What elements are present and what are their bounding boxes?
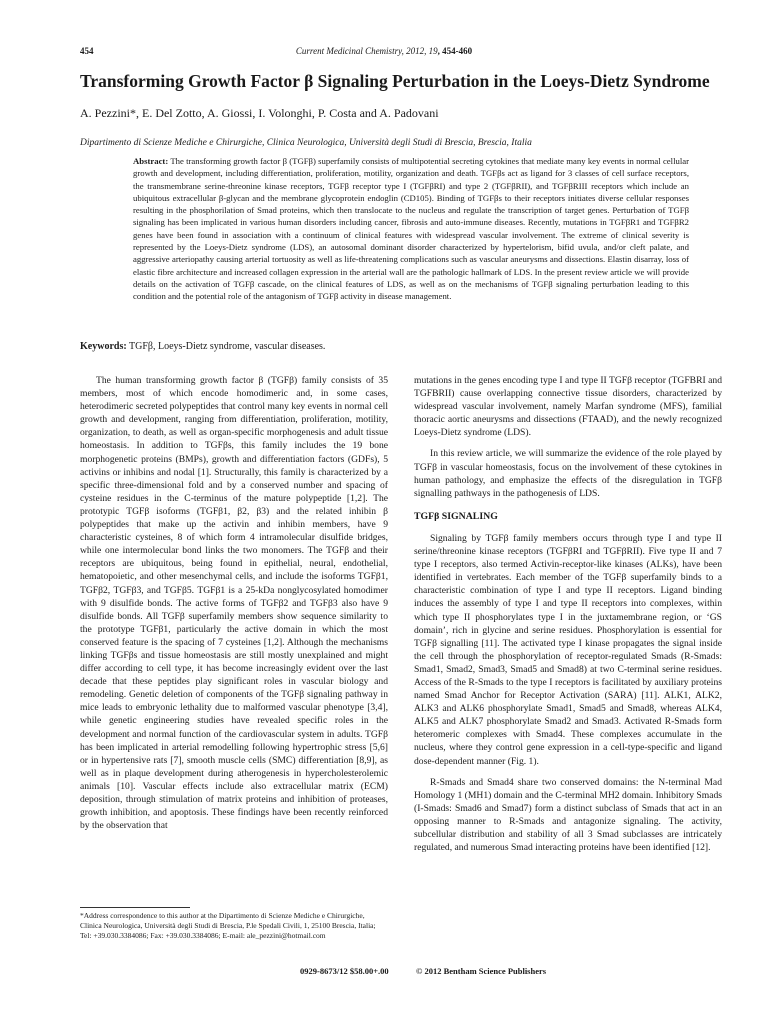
- section-heading: TGFβ SIGNALING: [414, 510, 498, 522]
- smad-domains-paragraph: R-Smads and Smad4 share two conserved domains: the N-terminal Mad Homology 1 (MH1) domain and the C-terminal MH2 domain. Inhibitory Smads (I-Smads: Smad6 and Smad7) form a distinct subclass of Smads that act in an opposing manner to R-Smads and antagonize signaling. The activity, subcellular distribution and stability of all 3 Smad subclasses are intricately regulated, and numerous Smad interacting proteins have been identified [12].: [414, 776, 722, 854]
- running-head: [80, 46, 688, 62]
- left-column: [80, 374, 388, 840]
- footnote-divider: [80, 907, 190, 908]
- signaling-paragraph: Signaling by TGFβ family members occurs through type I and type II serine/threonine kinase receptors (TGFβRI and TGFβRII). Five type II and 7 type I receptors, also termed Activin-receptor-like kinases (ALKs), have been identified in vertebrates. Each member of the TGFβ superfamily binds to a characteristic combination of type I and type II receptors. Ligand binding induces the assembly of type I and type II receptors into complexes, within which type II phosphorylates type I in the juxtamembrane region, or ‘GS domain’, rich in glycine and serine residues. Phosphorylation is essential for TGFβ signalling [11]. The activated type I kinase propagates the signal inside the cell through the phosphorylation of receptor-regulated Smads (R-Smads: Smad1, Smad2, Smad3, Smad5 and Smad8) at two C-terminal serine residues. Access of the R-Smads to the type I receptors is facilitated by auxiliary proteins named Smad Anchor for Receptor Activation (SARA) [11]. ALK1, ALK2, ALK3 and ALK6 phosphorylate Smad1, Smad5 and Smad8, whereas ALK4, ALK5 and ALK7 phosphorylate Smad2 and Smad3. Activated R-Smads form heteromeric complexes with Smad4. These complexes accumulate in the nucleus, where they control gene expression in a cell-type-specific and ligand dose-dependent manner (Fig. 1).: [414, 532, 722, 767]
- article-title: Transforming Growth Factor β Signaling Perturbation in the Loeys-Dietz Syndrome: [80, 71, 710, 91]
- journal-name: Current Medicinal Chemistry: [295, 46, 402, 56]
- citation-volume: 19: [428, 46, 438, 56]
- affiliation: Dipartimento di Scienze Mediche e Chirurgiche, Clinica Neurologica, Università degli Studi di Brescia, Brescia, Italia: [80, 138, 532, 148]
- review-aim-paragraph: In this review article, we will summarize the evidence of the role played by TGFβ in vascular homeostasis, focus on the involvement of these cytokines in human pathology, and emphasize the effects of the disregulation in TGFβ signalling pathways in the pathogenesis of LDS.: [414, 448, 722, 499]
- issn-price: 0929-8673/12 $58.00+.00: [300, 966, 389, 976]
- author-list: A. Pezzini*, E. Del Zotto, A. Giossi, I. Volonghi, P. Costa and A. Padovani: [80, 106, 439, 120]
- abstract: [133, 155, 689, 303]
- copyright: © 2012 Bentham Science Publishers: [416, 966, 547, 976]
- abstract-text: The transforming growth factor β (TGFβ) superfamily consists of multipotential secreting cytokines that mediate many key events in normal cellular growth and development, including differentiation, proliferation, motility, organization and death. TGFβs act as ligand for 3 classes of cell surface receptors, the transmembrane serine-threonine kinase receptors, TGFβ receptor type I (TGFβRI) and type 2 (TGFβRII), and TGFβRIII receptors which include an ubiquitous extracellular β-glycan and the membrane glycoprotein endoglin (CD105). Binding of TGFβs to their receptors initiates diverse cellular responses resulting in the phosphorilation of Smad proteins, which then translocate to the nucleus and regulate the transcription of target genes. Perturbation of TGFβ signaling has been implicated in various human disorders including cancer, fibrosis and auto-immune diseases. Recently, mutations in TGFβR1 and TGFβR2 genes have been found in association with a continuum of clinical features with widespread vascular involvement. The extreme of clinical severity is represented by the Loeys-Dietz syndrome (LDS), an autosomal dominant disorder characterized by hypertelorism, bifid uvula, and/or cleft palate, and aggressive arteriopathy causing arterial tortuosity as well as life-threatening complications such as vascular aneurysms and dissections. Elastin disarray, loss of elastic fibre architecture and increased collagen expression in the arterial wall are the pathologic hallmark of LDS. In the present review article we will provide details on the activation of TGFβ cascade, on the clinical features of LDS, as well as on the mechanisms of TGFβ signaling perturbation leading to this condition and the potential role of the antagonism of TGFβ activity in disease management.: [133, 156, 689, 302]
- abstract-label: Abstract:: [133, 156, 169, 166]
- page-number: 454: [80, 46, 94, 56]
- keywords-label: Keywords:: [80, 341, 127, 352]
- correspondence-footnote: *Address correspondence to this author at the Dipartimento di Scienze Mediche e Chirurgiche, Clinica Neurologica, Università degli Studi di Brescia, P.le Spedali Civili, 1, 25100 Brescia, Italia; Tel: +39.030.3384086; Fax: +39.030.3384086; E-mail: ale_pezzini@hotmail.com: [80, 911, 376, 941]
- journal-citation: [80, 46, 688, 56]
- right-column: [414, 374, 722, 862]
- citation-pages: , 454-460: [437, 46, 473, 56]
- keywords: [80, 341, 325, 352]
- intro-paragraph: The human transforming growth factor β (TGFβ) family consists of 35 members, most of which encode homodimeric and, in some cases, heterodimeric secreted polypeptides that control many key events in normal cell growth and development, ranging from differentiation, proliferation, motility, organization, to death, as well as organ-specific morphogenesis and adult tissue homeostasis. In addition to TGFβs, this family includes the 19 bone morphogenetic proteins (BMPs), growth and differentiation factors (GDFs), 5 activins or inhibins and nodal [1]. Structurally, this family is characterized by a specific three-dimensional fold and by a conserved number and spacing of cysteine residues in the C-terminus of the mature polypeptide [1,2]. The prototypic TGFβ isoforms (TGFβ1, β2, β3) and the related inhibin β polypeptides that make up the activin and inhibin members, have 9 characteristic cysteines, 8 of which form 4 intramolecular disulfide bridges, while one intermolecular bond links the two monomers. The TGFβ and their receptors are ubiquitous, being found in epithelial, neural, endothelial, hematopoietic, and other mesenchymal cells, and include the isoforms TGFβ1, TGFβ2, TGFβ3, and TGFβ5. TGFβ1 is a 25-kDa nonglycosylated homodimer with 9 disulfide bonds. The active forms of TGFβ2 and TGFβ3 also have 9 disulfide bonds. All TGFβ superfamily members show sequence similarity to the prototype TGFβ1, particularly the active domain in which the most conserved feature is the spacing of 7 cysteines [1,2]. Although the mechanisms linking TGFβs and tissue homeostasis are still mostly unexplained and might differ according to cell type, it has become increasingly evident over the last decade that these peptides play significant roles in vascular biology and remodeling. Genetic deletion of components of the TGFβ signaling pathway in mice leads to embryonic lethality due to malformed vascular phenotype [3,4], while genetic engineering studies have revealed specific roles in the development and normal function of the cardiovascular system in adults. TGFβ has been implicated in arterial remodelling following hypertrophic stress [5,6] or in hypertensive rats [7], smooth muscle cells (SMC) differentiation [8,9], as well as in plaque development during atherogenesis in hypercholesterolemic animals [10]. Vascular effects include also extracellular matrix (ECM) deposition, through stimulation of matrix proteins and inhibition of proteases, growth inhibition, and apoptosis. These findings have been recently reinforced by the observation that: [80, 375, 388, 832]
- intro-continuation: mutations in the genes encoding type I and type II TGFβ receptor (TGFBRI and TGFBRII) cause overlapping connective tissue disorders, characterized by widespread vascular involvement, namely Marfan syndrome (MFS), familial thoracic aortic aneurysms and dissections (FTAAD), and the newly recognized Loeys-Dietz syndrome (LDS).: [414, 375, 722, 439]
- keywords-text: TGFβ, Loeys-Dietz syndrome, vascular diseases.: [126, 341, 326, 352]
- citation-year: , 2012,: [401, 46, 429, 56]
